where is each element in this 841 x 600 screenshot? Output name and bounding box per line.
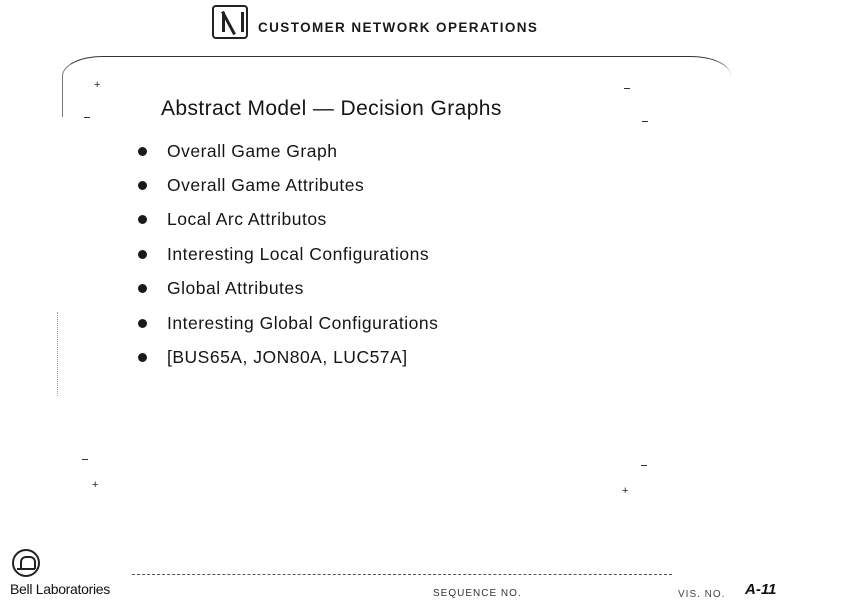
bullet-icon <box>138 353 147 362</box>
scan-artifact <box>57 312 59 396</box>
registration-mark: + <box>94 79 101 91</box>
network-operations-logo-icon <box>212 5 248 39</box>
bell-logo-icon <box>12 549 40 577</box>
crop-tick <box>84 117 90 118</box>
list-item <box>138 168 438 202</box>
organization-name: Bell Laboratories <box>10 581 110 597</box>
bullet-icon <box>138 147 147 156</box>
vis-number-label: VIS. NO. <box>678 589 726 600</box>
list-item <box>138 134 438 168</box>
list-item <box>138 340 438 374</box>
bullet-list <box>138 134 438 375</box>
bullet-text: Overall Game Attributes <box>167 175 365 196</box>
bullet-icon <box>138 215 147 224</box>
bullet-icon <box>138 181 147 190</box>
list-item <box>138 306 438 340</box>
crop-tick <box>642 121 648 122</box>
bullet-icon <box>138 319 147 328</box>
registration-mark: + <box>92 479 99 491</box>
sequence-number-label: SEQUENCE NO. <box>433 588 522 599</box>
slide-title: Abstract Model — Decision Graphs <box>161 97 502 120</box>
list-item <box>138 237 438 271</box>
bullet-icon <box>138 250 147 259</box>
bullet-text: Global Attributes <box>167 278 304 299</box>
crop-tick <box>624 88 630 89</box>
crop-tick <box>641 465 647 466</box>
bullet-text: Interesting Local Configurations <box>167 243 430 264</box>
header-title: CUSTOMER NETWORK OPERATIONS <box>258 20 539 35</box>
footer-divider <box>132 574 672 575</box>
bullet-icon <box>138 284 147 293</box>
bullet-text: Interesting Global Configurations <box>167 312 439 333</box>
bullet-text: [BUS65A, JON80A, LUC57A] <box>167 347 408 368</box>
page-id: A-11 <box>745 581 777 598</box>
crop-tick <box>82 459 88 460</box>
bullet-text: Local Arc Attributos <box>167 209 327 230</box>
list-item <box>138 272 438 306</box>
list-item <box>138 203 438 237</box>
registration-mark: + <box>622 485 629 497</box>
bullet-text: Overall Game Graph <box>167 140 338 161</box>
